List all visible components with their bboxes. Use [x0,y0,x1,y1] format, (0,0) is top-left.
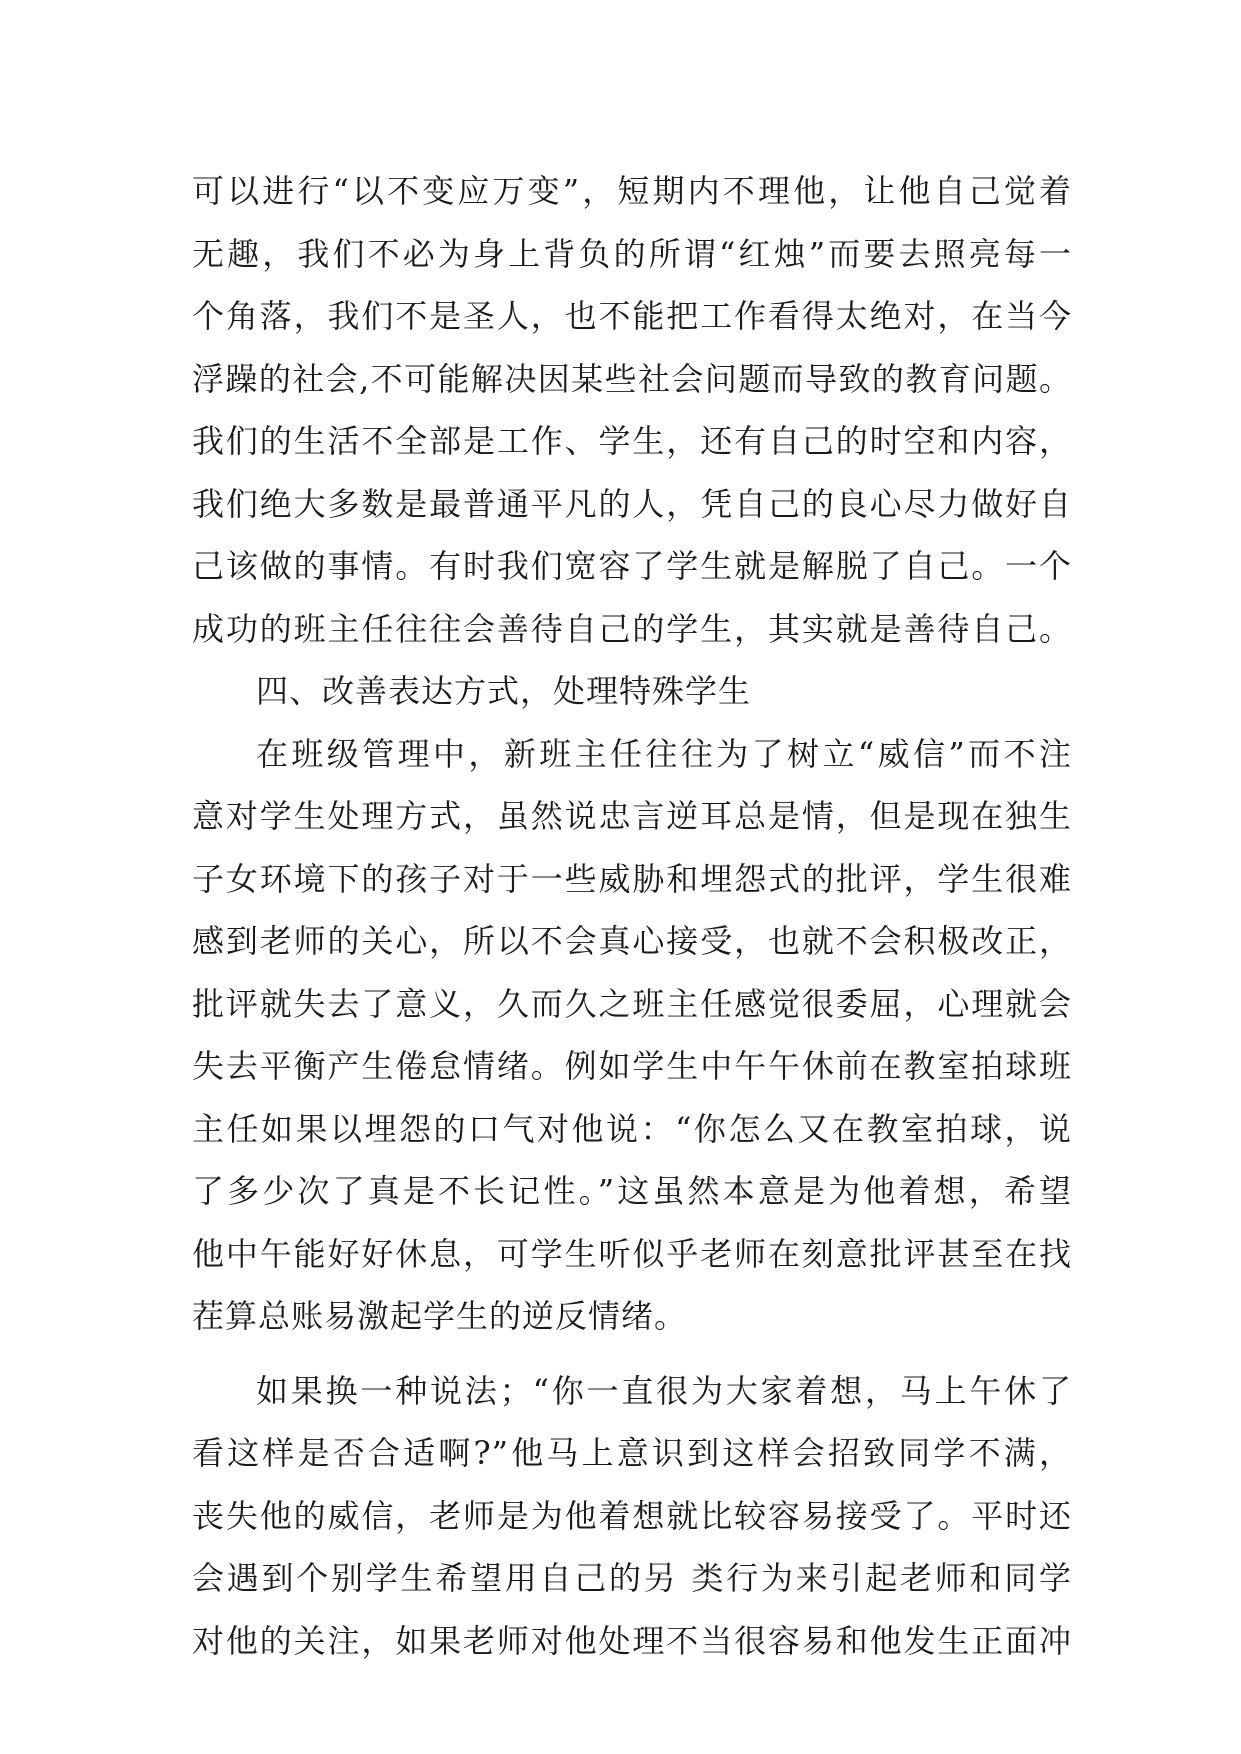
text-line: 看这样是否合适啊?”他马上意识到这样会招致同学不满， [192,1434,1072,1472]
text-line: 批评就失去了意义，久而久之班主任感觉很委屈，心理就会 [192,984,1072,1023]
paragraph-gap [192,1348,1072,1360]
text-line: 在班级管理中，新班主任往往为了树立“威信”而不注 [256,734,1072,773]
text-line: 我们的生活不全部是工作、学生，还有自己的时空和内容， [192,422,1072,460]
text-line: 对他的关注，如果老师对他处理不当很容易和他发生正面冲 [192,1621,1072,1660]
text-line: 浮躁的社会,不可能解决因某些社会问题而导致的教育问题。 [192,359,1072,398]
text-line: 他中午能好好休息，可学生听似乎老师在刻意批评甚至在找 [192,1234,1072,1273]
text-line: 了多少次了真是不长记性。”这虽然本意是为他着想，希望 [192,1172,1072,1210]
text-line: 意对学生处理方式，虽然说忠言逆耳总是情，但是现在独生 [192,797,1072,835]
text-line: 个角落，我们不是圣人，也不能把工作看得太绝对，在当今 [192,297,1072,335]
section-heading: 四、改善表达方式，处理特殊学生 [256,672,752,710]
text-line: 如果换一种说法；“你一直很为大家着想，马上午休了 [256,1371,1072,1410]
text-line: 我们绝大多数是最普通平凡的人，凭自己的良心尽力做好自 [192,484,1072,523]
text-line: 会遇到个别学生希望用自己的另 类行为来引起老师和同学 [192,1559,1072,1597]
body-text [192,160,1072,1672]
text-line: 成功的班主任往往会善待自己的学生，其实就是善待自己。 [192,609,1072,648]
text-line: 感到老师的关心，所以不会真心接受，也就不会积极改正， [192,922,1072,960]
text-line: 无趣，我们不必为身上背负的所谓“红烛”而要去照亮每一 [192,234,1072,273]
text-line: 可以进行“以不变应万变”，短期内不理他，让他自己觉着 [192,172,1072,210]
text-line: 子女环境下的孩子对于一些威胁和埋怨式的批评，学生很难 [192,859,1072,898]
text-line: 己该做的事情。有时我们宽容了学生就是解脱了自己。一个 [192,547,1072,585]
text-line: 丧失他的威信，老师是为他着想就比较容易接受了。平时还 [192,1496,1072,1535]
text-line: 茬算总账易激起学生的逆反情绪。 [192,1297,688,1335]
text-line: 失去平衡产生倦怠情绪。例如学生中午午休前在教室拍球班 [192,1047,1072,1085]
text-line: 主任如果以埋怨的口气对他说：“你怎么又在教室拍球，说 [192,1109,1072,1148]
